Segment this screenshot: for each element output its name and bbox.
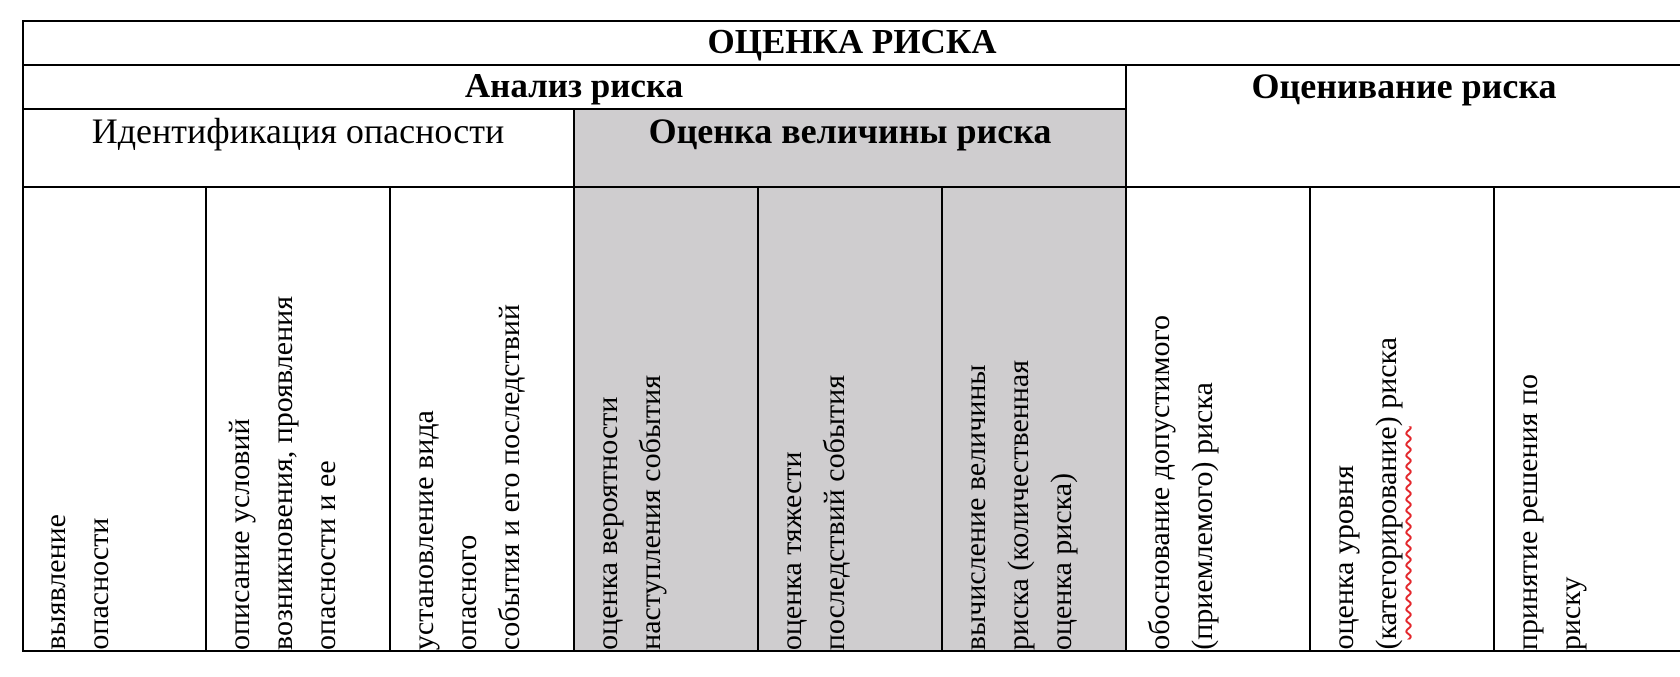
column-6 <box>942 187 1126 652</box>
column-2-text: описание условий возникновения, проявления опасности и ее <box>223 295 342 650</box>
table-title: ОЦЕНКА РИСКА <box>707 22 997 61</box>
border-top <box>22 20 1680 22</box>
col-divider-7 <box>1309 186 1311 652</box>
spellcheck-word: категорирование <box>1370 426 1403 640</box>
column-5-text: оценка тяжести последствий события <box>775 374 851 650</box>
evaluation-header: Оценивание риска <box>1251 66 1557 106</box>
border-bottom <box>22 650 1680 652</box>
column-3 <box>390 187 574 652</box>
column-2 <box>206 187 390 652</box>
border-row-3 <box>22 186 1680 188</box>
divider-analysis-evaluation <box>1125 64 1127 652</box>
column-1-text: выявление опасности <box>39 514 115 650</box>
col-divider-5 <box>941 186 943 652</box>
risk-assessment-table <box>22 20 1680 652</box>
column-8 <box>1310 187 1494 652</box>
border-left <box>22 20 24 652</box>
column-8-text: оценка уровня (категорирование) риска <box>1327 337 1403 650</box>
column-5 <box>758 187 942 652</box>
column-4-text: оценка вероятности наступления события <box>591 375 667 650</box>
divider-identification-magnitude <box>573 108 575 652</box>
identification-header: Идентификация опасности <box>91 111 505 151</box>
column-4 <box>574 187 758 652</box>
col-divider-2 <box>389 186 391 652</box>
analysis-header: Анализ риска <box>464 66 684 105</box>
border-row-1 <box>22 64 1680 66</box>
column-9 <box>1494 187 1678 652</box>
column-6-text: вычисление величины риска (количественная оценка риска) <box>959 359 1078 650</box>
col-divider-1 <box>205 186 207 652</box>
col-divider-4 <box>757 186 759 652</box>
magnitude-header: Оценка величины риска <box>648 111 1052 151</box>
column-9-text: принятие решения по риску <box>1511 373 1587 650</box>
column-3-text: установление вида опасного события и его последствий <box>407 303 526 650</box>
column-7-text: обоснование допустимого (приемлемого) риска <box>1143 315 1219 650</box>
column-7 <box>1126 187 1310 652</box>
col-divider-8 <box>1493 186 1495 652</box>
column-1 <box>22 187 206 652</box>
